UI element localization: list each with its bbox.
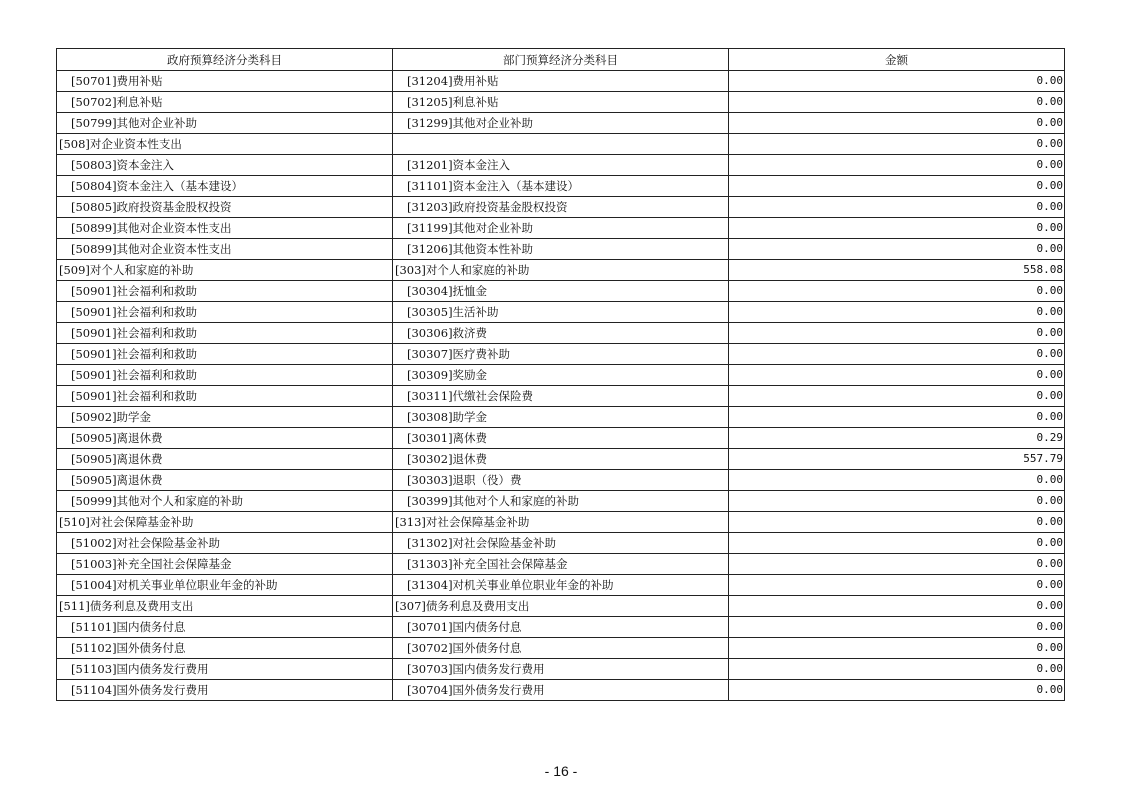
gov-classification-cell: [50899]其他对企业资本性支出 <box>57 239 393 260</box>
amount-cell: 0.00 <box>729 239 1065 260</box>
dept-classification-cell: [30702]国外债务付息 <box>393 638 729 659</box>
gov-classification-cell: [50905]离退休费 <box>57 449 393 470</box>
gov-classification-cell: [51002]对社会保险基金补助 <box>57 533 393 554</box>
dept-classification-cell: [30307]医疗费补助 <box>393 344 729 365</box>
gov-classification-cell: [50901]社会福利和救助 <box>57 302 393 323</box>
table-row <box>57 344 1065 365</box>
amount-cell: 0.00 <box>729 113 1065 134</box>
gov-classification-cell: [50899]其他对企业资本性支出 <box>57 218 393 239</box>
gov-classification-cell: [51104]国外债务发行费用 <box>57 680 393 701</box>
gov-classification-cell: [50805]政府投资基金股权投资 <box>57 197 393 218</box>
table-row <box>57 386 1065 407</box>
amount-cell: 0.00 <box>729 71 1065 92</box>
table-row <box>57 260 1065 281</box>
dept-classification-cell: [30704]国外债务发行费用 <box>393 680 729 701</box>
amount-cell: 0.00 <box>729 575 1065 596</box>
amount-cell: 0.00 <box>729 155 1065 176</box>
dept-classification-cell: [30308]助学金 <box>393 407 729 428</box>
dept-classification-cell: [31205]利息补贴 <box>393 92 729 113</box>
gov-classification-cell: [50901]社会福利和救助 <box>57 386 393 407</box>
table-row <box>57 533 1065 554</box>
gov-classification-cell: [50901]社会福利和救助 <box>57 281 393 302</box>
table-row <box>57 407 1065 428</box>
gov-classification-cell: [51101]国内债务付息 <box>57 617 393 638</box>
gov-classification-cell: [50701]费用补贴 <box>57 71 393 92</box>
table-row <box>57 302 1065 323</box>
table-row <box>57 92 1065 113</box>
table-row <box>57 113 1065 134</box>
page-number: - 16 - <box>544 763 578 779</box>
table-row <box>57 575 1065 596</box>
dept-classification-cell: [31299]其他对企业补助 <box>393 113 729 134</box>
amount-cell: 0.00 <box>729 617 1065 638</box>
dept-classification-cell: [313]对社会保障基金补助 <box>393 512 729 533</box>
amount-cell: 0.00 <box>729 344 1065 365</box>
amount-cell: 0.00 <box>729 512 1065 533</box>
amount-cell: 0.00 <box>729 302 1065 323</box>
dept-classification-cell: [31199]其他对企业补助 <box>393 218 729 239</box>
gov-classification-cell: [50901]社会福利和救助 <box>57 344 393 365</box>
gov-classification-cell: [51003]补充全国社会保障基金 <box>57 554 393 575</box>
budget-table-container <box>56 48 1064 701</box>
budget-classification-table <box>56 48 1065 701</box>
amount-cell: 0.00 <box>729 197 1065 218</box>
table-row <box>57 617 1065 638</box>
amount-cell: 0.00 <box>729 386 1065 407</box>
amount-cell: 0.00 <box>729 323 1065 344</box>
dept-classification-cell <box>393 134 729 155</box>
dept-classification-cell: [31204]费用补贴 <box>393 71 729 92</box>
header-dept-classification: 部门预算经济分类科目 <box>393 49 729 71</box>
gov-classification-cell: [51004]对机关事业单位职业年金的补助 <box>57 575 393 596</box>
dept-classification-cell: [30703]国内债务发行费用 <box>393 659 729 680</box>
table-row <box>57 239 1065 260</box>
amount-cell: 0.29 <box>729 428 1065 449</box>
gov-classification-cell: [50905]离退休费 <box>57 470 393 491</box>
amount-cell: 0.00 <box>729 218 1065 239</box>
gov-classification-cell: [510]对社会保障基金补助 <box>57 512 393 533</box>
amount-cell: 0.00 <box>729 659 1065 680</box>
amount-cell: 558.08 <box>729 260 1065 281</box>
gov-classification-cell: [50799]其他对企业补助 <box>57 113 393 134</box>
amount-cell: 0.00 <box>729 491 1065 512</box>
amount-cell: 0.00 <box>729 281 1065 302</box>
dept-classification-cell: [31303]补充全国社会保障基金 <box>393 554 729 575</box>
header-gov-classification: 政府预算经济分类科目 <box>57 49 393 71</box>
gov-classification-cell: [508]对企业资本性支出 <box>57 134 393 155</box>
table-row <box>57 281 1065 302</box>
gov-classification-cell: [51103]国内债务发行费用 <box>57 659 393 680</box>
gov-classification-cell: [50905]离退休费 <box>57 428 393 449</box>
table-header-row <box>57 49 1065 71</box>
table-row <box>57 428 1065 449</box>
gov-classification-cell: [51102]国外债务付息 <box>57 638 393 659</box>
table-row <box>57 554 1065 575</box>
table-row <box>57 365 1065 386</box>
dept-classification-cell: [30305]生活补助 <box>393 302 729 323</box>
amount-cell: 0.00 <box>729 680 1065 701</box>
amount-cell: 0.00 <box>729 533 1065 554</box>
dept-classification-cell: [31201]资本金注入 <box>393 155 729 176</box>
table-row <box>57 71 1065 92</box>
dept-classification-cell: [30302]退休费 <box>393 449 729 470</box>
table-row <box>57 491 1065 512</box>
dept-classification-cell: [30309]奖励金 <box>393 365 729 386</box>
table-row <box>57 218 1065 239</box>
dept-classification-cell: [30303]退职（役）费 <box>393 470 729 491</box>
table-row <box>57 155 1065 176</box>
table-row <box>57 323 1065 344</box>
dept-classification-cell: [31203]政府投资基金股权投资 <box>393 197 729 218</box>
dept-classification-cell: [307]债务利息及费用支出 <box>393 596 729 617</box>
gov-classification-cell: [50803]资本金注入 <box>57 155 393 176</box>
amount-cell: 0.00 <box>729 470 1065 491</box>
table-body <box>57 71 1065 701</box>
dept-classification-cell: [30301]离休费 <box>393 428 729 449</box>
table-row <box>57 659 1065 680</box>
amount-cell: 0.00 <box>729 596 1065 617</box>
table-row <box>57 176 1065 197</box>
dept-classification-cell: [30306]救济费 <box>393 323 729 344</box>
gov-classification-cell: [50804]资本金注入（基本建设） <box>57 176 393 197</box>
dept-classification-cell: [303]对个人和家庭的补助 <box>393 260 729 281</box>
gov-classification-cell: [509]对个人和家庭的补助 <box>57 260 393 281</box>
dept-classification-cell: [30701]国内债务付息 <box>393 617 729 638</box>
dept-classification-cell: [31206]其他资本性补助 <box>393 239 729 260</box>
amount-cell: 557.79 <box>729 449 1065 470</box>
amount-cell: 0.00 <box>729 134 1065 155</box>
table-row <box>57 134 1065 155</box>
amount-cell: 0.00 <box>729 176 1065 197</box>
header-amount: 金额 <box>729 49 1065 71</box>
dept-classification-cell: [31101]资本金注入（基本建设） <box>393 176 729 197</box>
table-row <box>57 680 1065 701</box>
table-row <box>57 449 1065 470</box>
gov-classification-cell: [50702]利息补贴 <box>57 92 393 113</box>
table-row <box>57 470 1065 491</box>
dept-classification-cell: [30311]代缴社会保险费 <box>393 386 729 407</box>
table-row <box>57 197 1065 218</box>
table-row <box>57 512 1065 533</box>
gov-classification-cell: [50999]其他对个人和家庭的补助 <box>57 491 393 512</box>
dept-classification-cell: [31304]对机关事业单位职业年金的补助 <box>393 575 729 596</box>
amount-cell: 0.00 <box>729 92 1065 113</box>
table-row <box>57 596 1065 617</box>
amount-cell: 0.00 <box>729 365 1065 386</box>
table-row <box>57 638 1065 659</box>
amount-cell: 0.00 <box>729 638 1065 659</box>
dept-classification-cell: [31302]对社会保险基金补助 <box>393 533 729 554</box>
amount-cell: 0.00 <box>729 554 1065 575</box>
dept-classification-cell: [30399]其他对个人和家庭的补助 <box>393 491 729 512</box>
gov-classification-cell: [50901]社会福利和救助 <box>57 323 393 344</box>
amount-cell: 0.00 <box>729 407 1065 428</box>
gov-classification-cell: [50902]助学金 <box>57 407 393 428</box>
dept-classification-cell: [30304]抚恤金 <box>393 281 729 302</box>
gov-classification-cell: [511]债务利息及费用支出 <box>57 596 393 617</box>
gov-classification-cell: [50901]社会福利和救助 <box>57 365 393 386</box>
